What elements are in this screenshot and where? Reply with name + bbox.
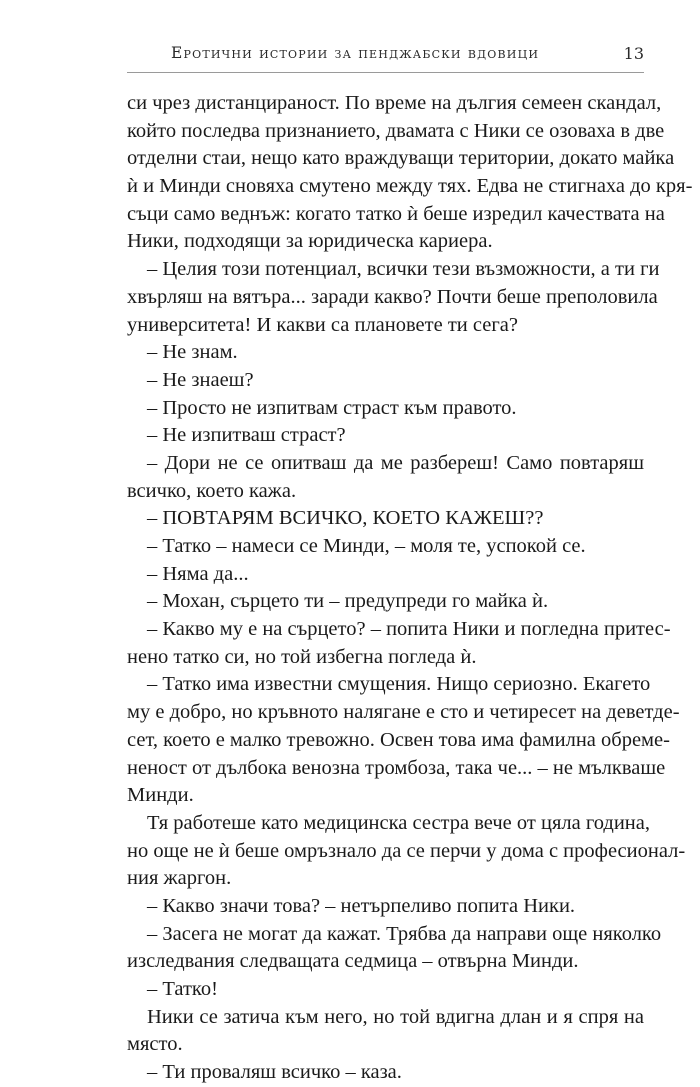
running-title: Еротични истории за пенджабски вдовици [171,44,540,62]
text-line: хвърляш на вятъра... заради какво? Почти беше преполовила [127,285,658,308]
text-line: – Ти проваляш всичко – каза. [147,1061,402,1084]
text-line: но още не ѝ беше омръзнало да се перчи у дома с професионал- [127,839,686,862]
text-line: – Не изпитваш страст? [147,424,346,447]
text-line: – Какво значи това? – нетърпеливо попита Ники. [147,894,576,917]
text-line: си чрез дистанцираност. По време на дългия семеен скандал, [127,92,662,114]
text-line: – Татко! [147,978,218,1000]
body-text [127,90,693,1087]
text-line: изследвания следващата седмица – отвърна Минди. [127,950,579,973]
text-line: университета! И какви са плановете ти сега? [127,313,518,336]
text-line: – Целия този потенциал, всички тези възможности, а ти ги [147,258,660,281]
text-line: Тя работеше като медицинска сестра вече от цяла година, [147,811,650,834]
text-line: място. [127,1033,183,1056]
text-line: отделни стаи, нещо като враждуващи територии, докато майка [127,147,675,170]
text-line: ѝ и Минди сновяха смутено между тях. Едва не стигнаха до кря- [127,175,693,198]
text-line: всичко, което кажа. [127,479,297,502]
text-line: Минди. [127,784,194,807]
page-number: 13 [623,44,644,63]
text-line: му е добро, но кръвното налягане е сто и четиресет на деветде- [127,701,680,724]
text-line: ния жаргон. [127,867,232,890]
text-line: – Дори не се опитваш да ме разбереш! Само повтаряш [147,451,644,474]
text-line: – Мохан, сърцето ти – предупреди го майка ѝ. [147,590,549,613]
text-line: – Няма да... [147,562,249,585]
text-line: сет, което е малко тревожно. Освен това има фамилна обреме- [127,728,670,751]
text-line: – Не знаеш? [147,368,254,391]
text-line: – Засега не могат да кажат. Трябва да направи още няколко [147,922,662,945]
running-head [127,44,644,70]
text-line: нено татко си, но той избегна погледа ѝ. [127,645,477,668]
text-line: неност от дълбока венозна тромбоза, така че... – не мълкваше [127,756,666,779]
text-line: който последва признанието, двамата с Ники се озоваха в две [127,119,665,142]
text-line: съци само веднъж: когато татко ѝ беше изредил качествата на [127,202,665,225]
text-line: – ПОВТАРЯМ ВСИЧКО, КОЕТО КАЖЕШ?? [147,507,544,530]
text-line: – Просто не изпитвам страст към правото. [147,396,517,419]
text-line: – Татко – намеси се Минди, – моля те, успокой се. [147,535,586,557]
text-line: – Татко има известни смущения. Нищо сериозно. Екагето [147,673,651,696]
text-line: – Не знам. [147,341,238,364]
text-line: – Какво му е на сърцето? – попита Ники и погледна притес- [147,618,671,641]
text-line: Ники се затича към него, но той вдигна длан и я спря на [147,1005,644,1028]
text-line: Ники, подходящи за юридическа кариера. [127,230,493,253]
header-rule [127,72,644,73]
